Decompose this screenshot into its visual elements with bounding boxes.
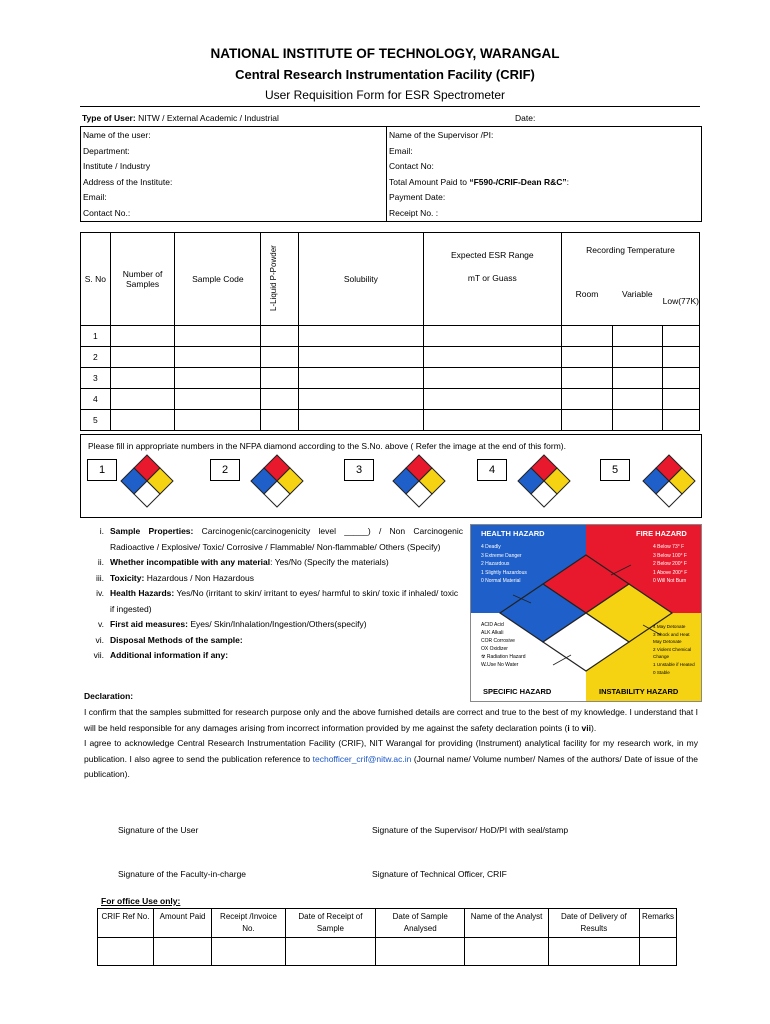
property-item [78, 555, 463, 571]
phase-cell[interactable] [261, 389, 299, 410]
nfpa-number-box[interactable]: 5 [600, 459, 630, 481]
left-field-list [83, 129, 172, 223]
variable-cell[interactable] [612, 410, 663, 431]
facility-name: Central Research Instrumentation Facility (CRIF) [235, 67, 535, 82]
fire-item: 2 Below 200° F [653, 561, 687, 567]
esr-range-cell[interactable] [423, 410, 561, 431]
signature-supervisor: Signature of the Supervisor/ HoD/PI with seal/stamp [372, 825, 569, 835]
row-number: 3 [81, 368, 111, 389]
room-cell[interactable] [562, 368, 612, 389]
fire-item: 1 Above 200° F [653, 569, 688, 576]
nfpa-diamond-icon[interactable] [641, 453, 697, 509]
property-label: First aid measures: [110, 619, 188, 629]
solubility-cell[interactable] [299, 347, 423, 368]
variable-cell[interactable] [612, 326, 663, 347]
property-item [78, 648, 463, 664]
num-samples-cell[interactable] [110, 389, 175, 410]
sample-code-header: Sample Code [175, 233, 261, 326]
room-cell[interactable] [562, 410, 612, 431]
room-cell[interactable] [562, 347, 612, 368]
office-cell[interactable] [285, 938, 375, 966]
property-text: Yes/No (irritant to skin/ irritant to eyes/ harmful to skin/ toxic if inhaled/ toxic if ingested) [110, 588, 459, 614]
declaration-title: Declaration: [84, 691, 134, 701]
nfpa-number-box[interactable]: 2 [210, 459, 240, 481]
user-type-options: NITW / External Academic / Industrial [138, 113, 279, 123]
sample-code-cell[interactable] [175, 389, 261, 410]
esr-range-cell[interactable] [423, 389, 561, 410]
nfpa-diamond-icon[interactable] [391, 453, 447, 509]
phase-cell[interactable] [261, 368, 299, 389]
sample-code-cell[interactable] [175, 368, 261, 389]
office-cell[interactable] [639, 938, 676, 966]
amount-suffix: : [566, 176, 569, 187]
address-field[interactable]: Address of the Institute: [83, 176, 173, 187]
table-row [98, 938, 677, 966]
office-col-analyst: Name of the Analyst [465, 909, 548, 938]
health-item: 4 Deadly [481, 544, 501, 550]
variable-cell[interactable] [612, 347, 663, 368]
esr-unit-header: mT or Guass [423, 263, 561, 326]
property-item [78, 586, 463, 617]
property-label: Sample Properties: [110, 526, 194, 536]
phase-cell[interactable] [261, 410, 299, 431]
instability-hazard-list [653, 623, 699, 676]
variable-cell[interactable] [612, 389, 663, 410]
specific-item: ☢ Radiation Hazard [481, 654, 526, 660]
fire-item: 0 Will Not Burn [653, 578, 687, 584]
property-label: Toxicity: [110, 572, 145, 583]
right-field-list [389, 129, 569, 223]
property-label: Additional information if any: [110, 650, 229, 660]
row-number: 2 [81, 347, 111, 368]
health-item: 3 Extreme Danger [481, 552, 522, 559]
property-item [78, 633, 463, 649]
solubility-header: Solubility [299, 233, 423, 326]
low-cell[interactable] [663, 368, 700, 389]
health-item: 1 Slightly Hazardous [481, 569, 527, 576]
supervisor-contact-field[interactable]: Contact No: [389, 161, 434, 172]
esr-range-header: Expected ESR Range [423, 233, 561, 263]
nfpa-reference-chart [470, 524, 702, 702]
user-type-row [82, 112, 279, 124]
fire-item: 4 Below 73° F [653, 544, 685, 550]
phase-header-text: L-Liquid P-Powder [268, 245, 278, 311]
instability-item: 1 Unstable if Heated [653, 661, 695, 667]
specific-hazard-list [481, 621, 526, 669]
row-number: 4 [81, 389, 111, 410]
property-item [78, 571, 463, 587]
user-name-field[interactable]: Name of the user: [83, 130, 151, 140]
row-number: 5 [81, 410, 111, 431]
low-cell[interactable] [663, 410, 700, 431]
signature-faculty: Signature of the Faculty-in-charge [118, 869, 247, 879]
specific-hazard-title: SPECIFIC HAZARD [483, 687, 552, 696]
techofficer-email-link[interactable]: techofficer_crif@nitw.ac.in [312, 753, 412, 764]
nfpa-diamond-icon[interactable] [249, 453, 305, 509]
declaration-ref-end: vii [581, 722, 591, 733]
office-cell[interactable] [98, 938, 154, 966]
health-item: 2 Hazardous [481, 561, 510, 567]
table-row [81, 410, 700, 431]
instability-item: 0 Stable [653, 669, 670, 675]
office-col-amount: Amount Paid [153, 909, 211, 938]
specific-item: ALK Alkali [481, 630, 504, 636]
num-samples-cell[interactable] [110, 368, 175, 389]
date-label: Date: [515, 113, 536, 123]
room-cell[interactable] [562, 389, 612, 410]
signature-technical-officer: Signature of Technical Officer, CRIF [372, 869, 507, 879]
amount-paid-field[interactable] [389, 176, 569, 192]
phase-header [261, 233, 299, 326]
user-info-box [80, 126, 702, 222]
variable-cell[interactable] [612, 368, 663, 389]
solubility-cell[interactable] [299, 326, 423, 347]
property-text: Eyes/ Skin/Inhalation/Ingestion/Others(specify) [187, 619, 367, 629]
num-samples-cell[interactable] [110, 410, 175, 431]
sample-code-cell[interactable] [175, 410, 261, 431]
declaration-p2-end: (Journal name/ Volume number/ Names of the authors/ Date of issue of the publication). [84, 753, 698, 779]
declaration-text [84, 705, 698, 783]
office-col-date-receipt: Date of Receipt of Sample [285, 909, 375, 938]
property-label: Health Hazards: [110, 588, 175, 598]
property-number: vi. [95, 634, 104, 645]
phase-cell[interactable] [261, 347, 299, 368]
property-text: Carcinogenic(carcinogenicity level _____) / Non Carcinogenic Radioactive / Explosive/ Toxic/ Corrosive / Flammable/ Non-flammable/ Others (Specify) [110, 526, 463, 552]
sample-table [80, 232, 700, 431]
fire-item: 3 Below 100° F [653, 552, 687, 559]
specific-item: OX Oxidizer [481, 646, 508, 652]
property-item [78, 524, 463, 555]
declaration-p1-end: ). [590, 722, 597, 733]
instability-hazard-title: INSTABILITY HAZARD [599, 687, 679, 696]
table-row [81, 347, 700, 368]
fire-hazard-list [653, 543, 687, 586]
office-col-ref: CRIF Ref No. [98, 909, 154, 938]
esr-range-cell[interactable] [423, 326, 561, 347]
contact-field[interactable]: Contact No.: [83, 207, 131, 218]
office-use-title: For office Use only: [101, 896, 181, 906]
form-title: User Requisition Form for ESR Spectrometer [264, 88, 506, 102]
signature-user: Signature of the User [118, 825, 199, 835]
property-number: vii. [93, 650, 104, 660]
nfpa-number-box[interactable]: 4 [477, 459, 507, 481]
office-cell[interactable] [376, 938, 465, 966]
department-field[interactable]: Department: [83, 145, 130, 156]
receipt-no-field[interactable]: Receipt No. : [389, 207, 439, 218]
row-number: 1 [81, 326, 111, 347]
low-cell[interactable] [663, 347, 700, 368]
property-label: Whether incompatible with any material [110, 557, 271, 567]
fire-hazard-title: FIRE HAZARD [636, 529, 687, 538]
health-item: 0 Normal Material [481, 578, 521, 584]
office-cell[interactable] [212, 938, 286, 966]
supervisor-email-field[interactable]: Email: [389, 145, 413, 156]
user-type-label: Type of User: [82, 113, 136, 123]
declaration-p1: I confirm that the samples submitted for research purpose only and the above furnished details are correct and true to the best of my knowledge. I understand that I will be held responsible for any damages arising from incorrect information provided by me against the safety declaration points ( [84, 707, 698, 733]
solubility-cell[interactable] [299, 368, 423, 389]
table-row [81, 389, 700, 410]
recording-temp-header: Recording Temperature [562, 233, 700, 263]
table-row [81, 326, 700, 347]
property-item [78, 617, 463, 633]
declaration-p2: I agree to acknowledge Central Research Instrumentation Facility (CRIF), NIT Warangal for providing (Instrument) analytical facility for my research work, in my publication. I also agree to send the publication reference to [84, 738, 698, 764]
num-samples-cell[interactable] [110, 326, 175, 347]
num-samples-cell[interactable] [110, 347, 175, 368]
office-cell[interactable] [548, 938, 639, 966]
property-number: i. [99, 526, 104, 536]
nfpa-diamond-icon[interactable] [119, 453, 175, 509]
sno-header: S. No [81, 233, 111, 326]
declaration-ref-mid: to [569, 722, 582, 733]
office-col-remarks: Remarks [639, 909, 676, 938]
property-number: iii. [95, 572, 104, 583]
office-use-table [97, 908, 677, 966]
email-field[interactable]: Email: [83, 192, 107, 203]
specific-item: W̶ Use No Water [481, 662, 519, 668]
health-hazard-list [481, 543, 527, 586]
esr-range-cell[interactable] [423, 347, 561, 368]
instability-item: 4 May Detonate [653, 624, 686, 629]
instability-item: 3 Shock and Heat May Detonate [653, 631, 690, 645]
amount-prefix: Total Amount Paid to [389, 176, 470, 187]
nfpa-number-box[interactable]: 1 [87, 459, 117, 481]
nfpa-number-box[interactable]: 3 [344, 459, 374, 481]
specific-item: COR Corrosive [481, 638, 515, 644]
nfpa-diamond-icon[interactable] [516, 453, 572, 509]
header-rule [80, 106, 700, 107]
property-number: ii. [97, 557, 104, 567]
sample-code-cell[interactable] [175, 347, 261, 368]
property-label: Disposal Methods of the sample: [110, 634, 243, 645]
payment-date-field[interactable]: Payment Date: [389, 192, 446, 203]
supervisor-field[interactable]: Name of the Supervisor /PI: [389, 130, 494, 140]
office-col-delivery: Date of Delivery of Results [548, 909, 639, 938]
num-samples-header: Number of Samples [110, 233, 175, 326]
instability-item: 2 Violent Chemical Change [653, 646, 692, 660]
office-col-receipt: Receipt /Invoice No. [212, 909, 286, 938]
institute-name: NATIONAL INSTITUTE OF TECHNOLOGY, WARANGAL [210, 46, 560, 61]
solubility-cell[interactable] [299, 410, 423, 431]
sample-properties-list [78, 524, 463, 664]
office-cell[interactable] [153, 938, 211, 966]
esr-range-cell[interactable] [423, 368, 561, 389]
office-col-date-analysed: Date of Sample Analysed [376, 909, 465, 938]
low-temp-header: Low(77K) [663, 263, 700, 326]
institute-field[interactable]: Institute / Industry [83, 161, 151, 172]
health-hazard-title: HEALTH HAZARD [481, 529, 545, 538]
sample-code-cell[interactable] [175, 326, 261, 347]
specific-item: ACID Acid [481, 622, 504, 628]
info-divider [386, 127, 387, 221]
low-cell[interactable] [663, 326, 700, 347]
property-number: iv. [96, 588, 104, 598]
low-cell[interactable] [663, 389, 700, 410]
amount-payee: “F590-/CRIF-Dean R&C” [469, 176, 567, 187]
property-number: v. [98, 619, 104, 629]
room-cell[interactable] [562, 326, 612, 347]
office-cell[interactable] [465, 938, 548, 966]
phase-cell[interactable] [261, 326, 299, 347]
property-text: : Yes/No (Specify the materials) [270, 557, 389, 567]
solubility-cell[interactable] [299, 389, 423, 410]
nfpa-section [80, 434, 702, 518]
table-row [81, 368, 700, 389]
nfpa-instruction: Please fill in appropriate numbers in the NFPA diamond according to the S.No. above ( Refer the image at the end of this form). [88, 441, 566, 451]
variable-header: Variable [612, 263, 663, 326]
room-header: Room [562, 263, 612, 326]
property-text: Hazardous / Non Hazardous [144, 572, 254, 583]
declaration-ref-start: i [567, 722, 570, 733]
